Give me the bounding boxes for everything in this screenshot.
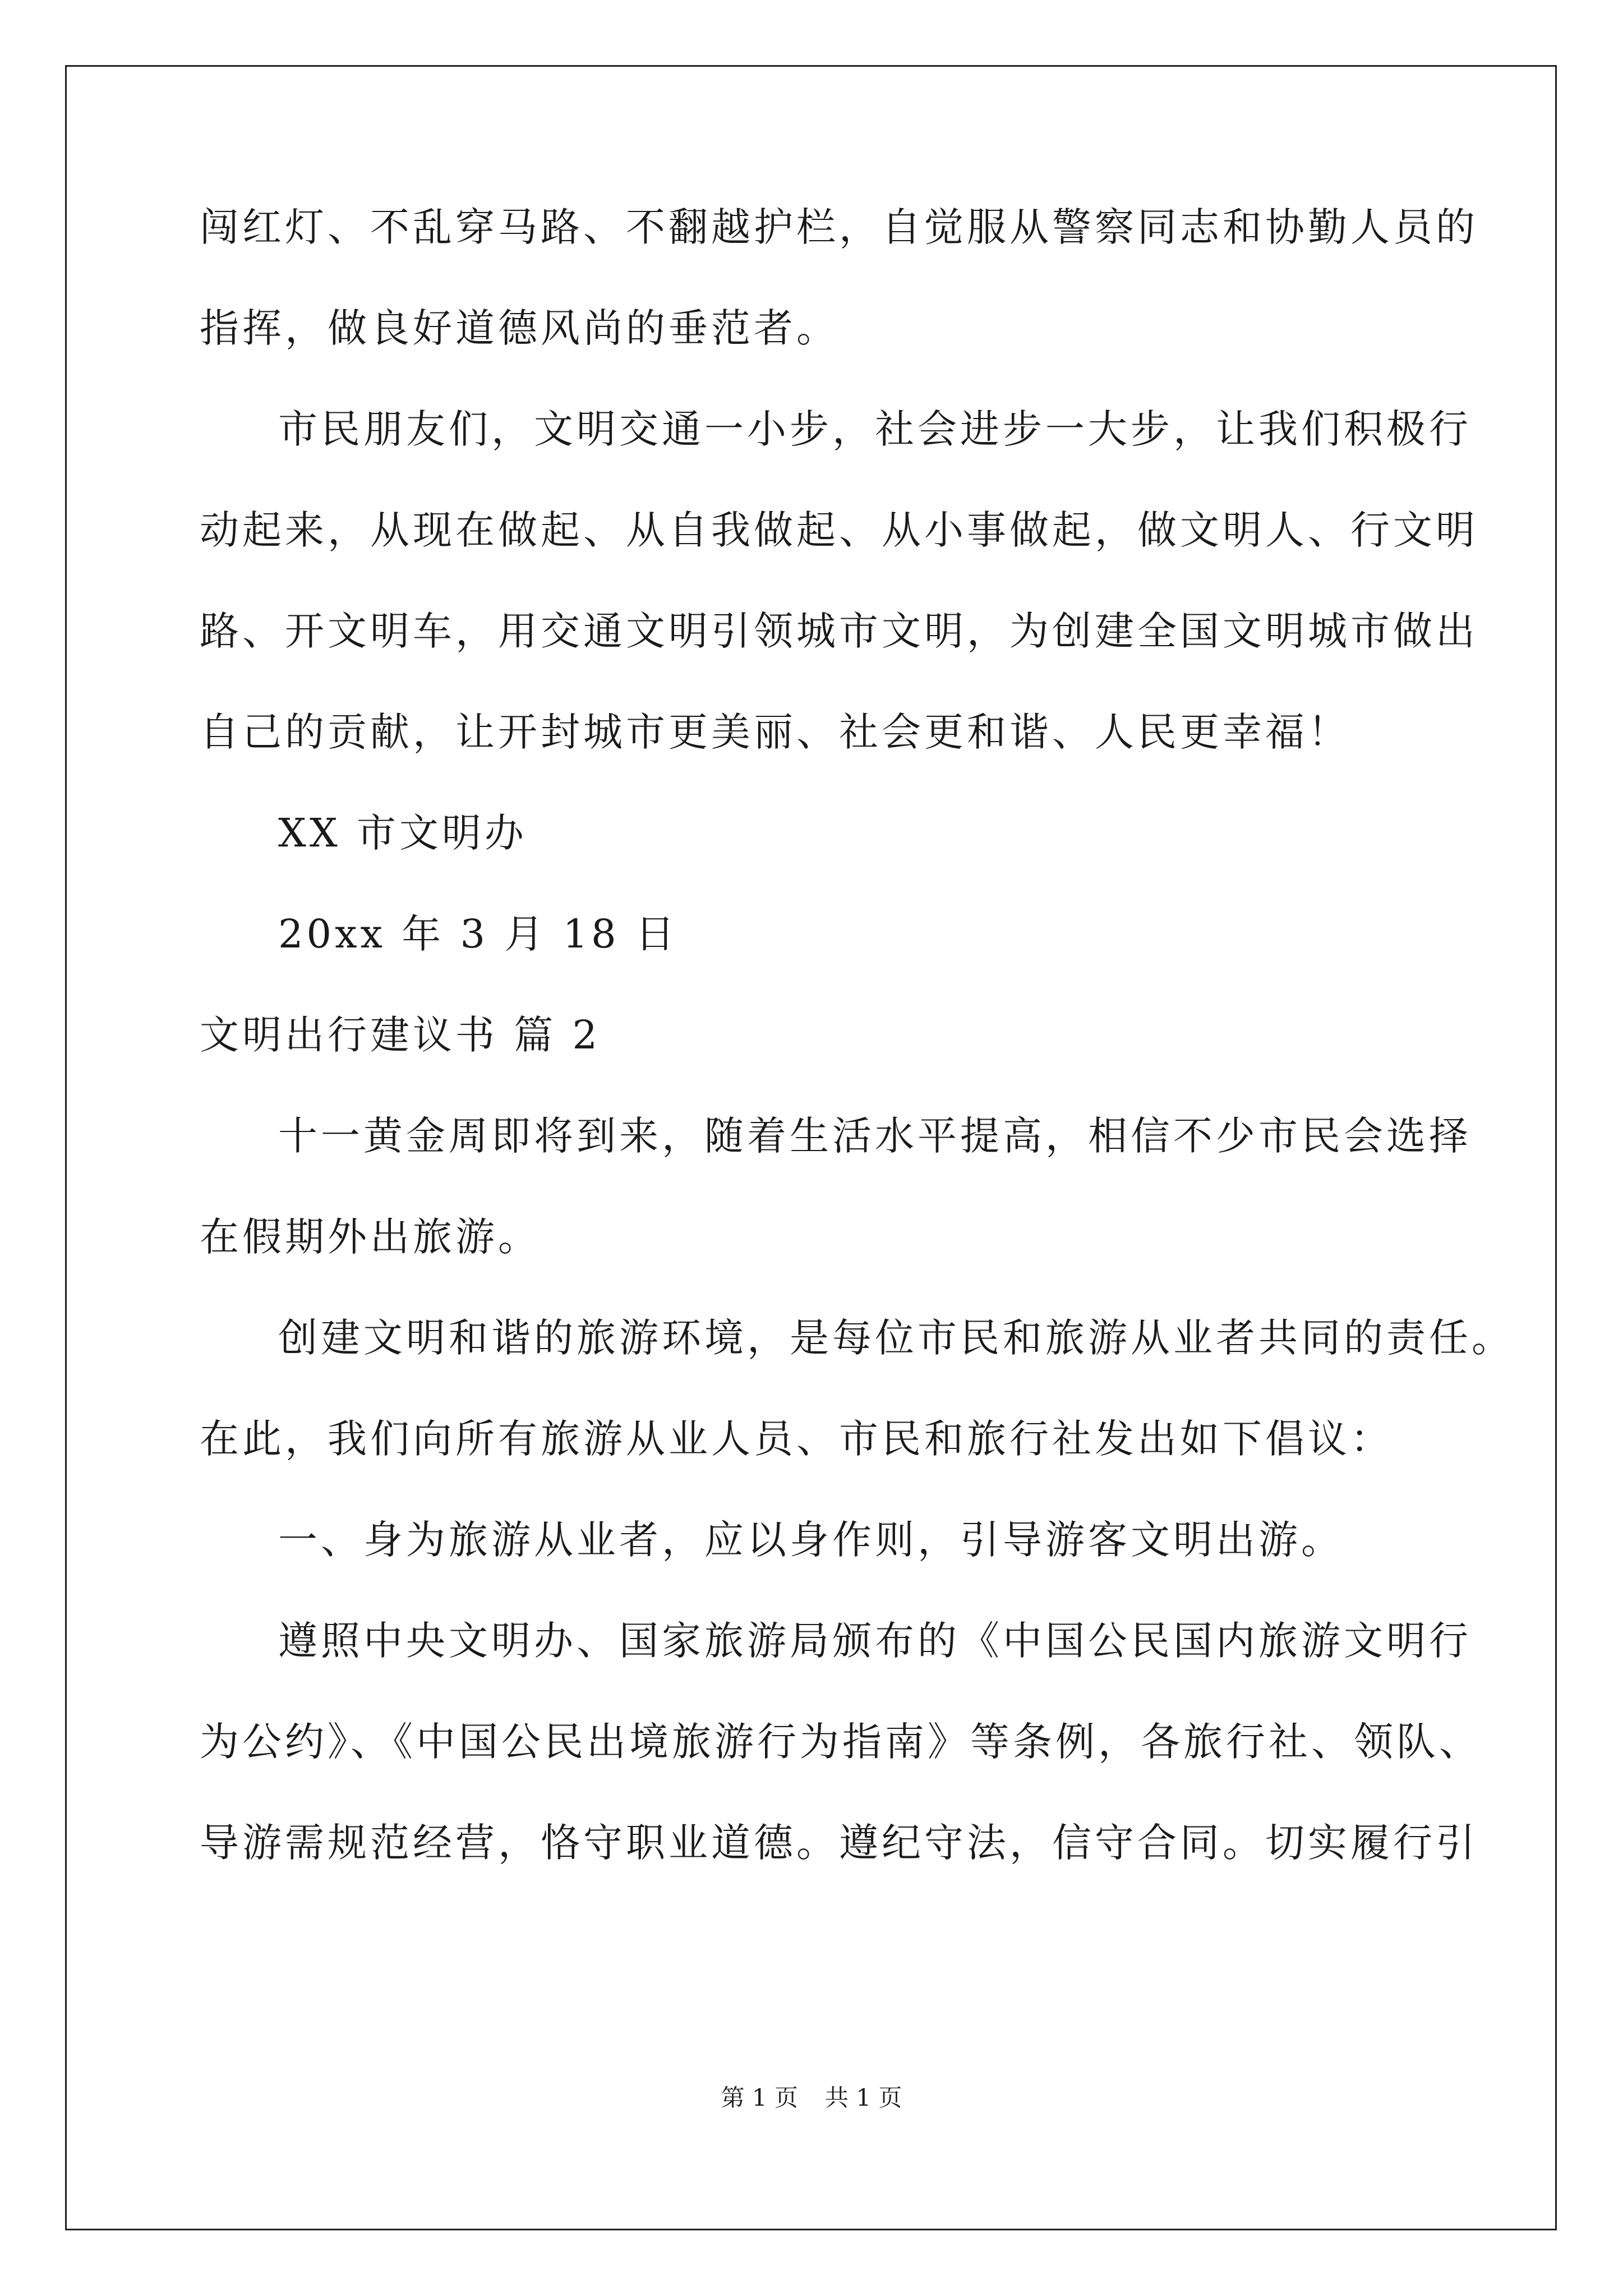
text-line: 在此，我们向所有旅游从业人员、市民和旅行社发出如下倡议： <box>200 1416 1393 1462</box>
signature-organization: XX 市文明办 <box>278 810 527 856</box>
section-heading: 文明出行建议书 篇 2 <box>200 1012 601 1058</box>
text-line: 自己的贡献，让开封城市更美丽、社会更和谐、人民更幸福！ <box>200 709 1350 755</box>
paragraph-start: 遵照中央文明办、国家旅游局颁布的《中国公民国内旅游文明行 <box>278 1618 1472 1664</box>
paragraph-start: 十一黄金周即将到来，随着生活水平提高，相信不少市民会选择 <box>278 1113 1472 1159</box>
text-line: 为公约》、《中国公民出境旅游行为指南》等条例，各旅行社、领队、 <box>200 1719 1482 1765</box>
text-line: 动起来，从现在做起、从自我做起、从小事做起，做文明人、行文明 <box>200 507 1478 553</box>
text-line: 导游需规范经营，恪守职业道德。遵纪守法，信守合同。切实履行引 <box>200 1820 1478 1866</box>
text-line: 在假期外出旅游。 <box>200 1214 541 1260</box>
paragraph-start: 市民朋友们，文明交通一小步，社会进步一大步，让我们积极行 <box>278 406 1472 452</box>
signature-date: 20xx 年 3 月 18 日 <box>278 911 678 957</box>
page-total: 共 1 页 <box>825 2084 902 2111</box>
list-item-heading: 一、身为旅游从业者，应以身作则，引导游客文明出游。 <box>278 1517 1344 1563</box>
page-number: 第 1 页 <box>721 2084 798 2111</box>
page-footer <box>0 2081 1623 2115</box>
text-line: 路、开文明车，用交通文明引领城市文明，为创建全国文明城市做出 <box>200 608 1478 654</box>
text-line: 闯红灯、不乱穿马路、不翻越护栏，自觉服从警察同志和协勤人员的 <box>200 204 1478 250</box>
text-line: 指挥，做良好道德风尚的垂范者。 <box>200 305 839 351</box>
paragraph-start: 创建文明和谐的旅游环境，是每位市民和旅游从业者共同的责任。 <box>278 1315 1514 1361</box>
